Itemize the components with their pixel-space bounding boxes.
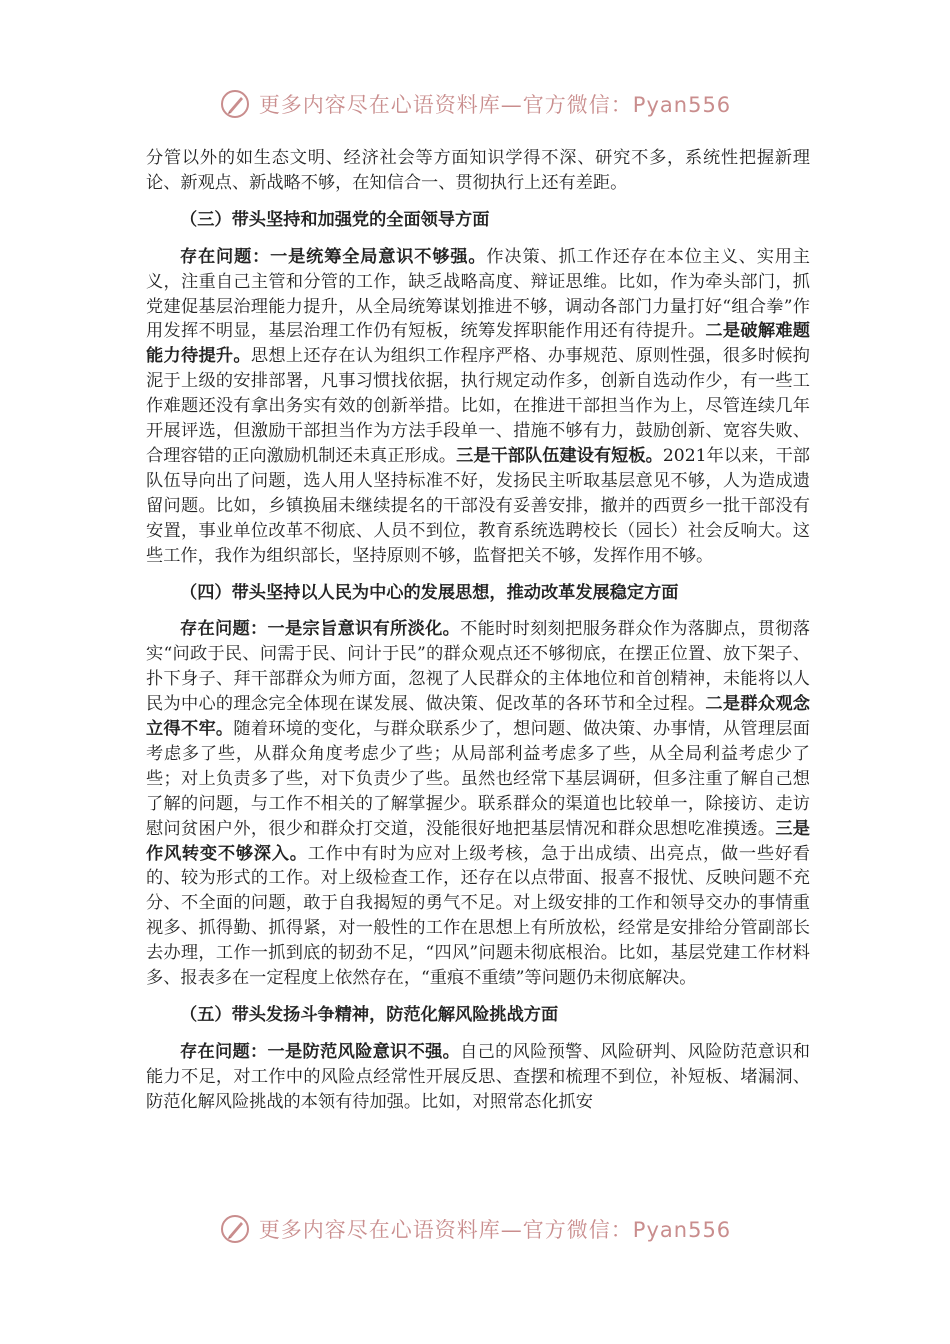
watermark-text: 更多内容尽在心语资料库—官方微信：Pyan556 (258, 1218, 732, 1242)
section-4-paragraph: 存在问题：一是宗旨意识有所淡化。不能时时刻刻把服务群众作为落脚点，贯彻落实“问政于民、问需于民、问计于民”的群众观点还不够彻底，在摆正位置、放下架子、扑下身子、拜干部群众为师方面，忽视了人民群众的主体地位和首创精神，未能将以人民为中心的理念完全体现在谋发展、做决策、促改革的各环节和全过程。二是群众观念立得不牢。随着环境的变化，与群众联系少了，想问题、做决策、办事情，从管理层面考虑多了些，从群众角度考虑少了些；从局部利益考虑多了些，从全局利益考虑少了些；对上负责多了些，对下负责少了些。虽然也经常下基层调研，但多注重了解自己想了解的问题，与工作不相关的了解掌握少。联系群众的渠道也比较单一，除接访、走访慰问贫困户外，很少和群众打交道，没能很好地把基层情况和群众思想吃准摸透。三是作风转变不够深入。工作中有时为应对上级考核，急于出成绩、出亮点，做一些好看的、较为形式的工作。对上级检查工作，还存在以点带面、报喜不报忧、反映问题不充分、不全面的问题，敢于自我揭短的勇气不足。对上级安排的工作和领导交办的事情重视多、抓得勤、抓得紧，对一般性的工作在思想上有所放松，经常是安排给分管副部长去办理，工作一抓到底的韧劲不足，“四风”问题未彻底根治。比如，基层党建工作材料多、报表多在一定程度上依然存在，“重痕不重绩”等问题仍未彻底解决。 (146, 619, 810, 989)
watermark-text: 更多内容尽在心语资料库—官方微信：Pyan556 (258, 93, 732, 117)
watermark-bottom (0, 1213, 950, 1249)
section-heading-3: （三）带头坚持和加强党的全面领导方面 (180, 209, 490, 230)
watermark-top (0, 88, 950, 124)
section-heading-5: （五）带头发扬斗争精神，防范化解风险挑战方面 (180, 1005, 559, 1025)
pen-logo-icon (219, 88, 251, 120)
paragraph-continuation: 分管以外的如生态文明、经济社会等方面知识学得不深、研究不多，系统性把握新理论、新观点、新战略不够，在知信合一、贯彻执行上还有差距。 (146, 148, 810, 193)
document-body (146, 146, 810, 1115)
pen-logo-icon (219, 1213, 251, 1245)
section-heading-4: （四）带头坚持以人民为中心的发展思想，推动改革发展稳定方面 (180, 582, 679, 603)
section-3-paragraph: 存在问题：一是统筹全局意识不够强。作决策、抓工作还存在本位主义、实用主义，注重自己主管和分管的工作，缺乏战略高度、辩证思维。比如，作为牵头部门，抓党建促基层治理能力提升，从全局统筹谋划推进不够，调动各部门力量打好“组合拳”作用发挥不明显，基层治理工作仍有短板，统筹发挥职能作用还有待提升。二是破解难题能力待提升。思想上还存在认为组织工作程序严格、办事规范、原则性强，很多时候拘泥于上级的安排部署，凡事习惯找依据，执行规定动作多，创新自选动作少，有一些工作难题还没有拿出务实有效的创新举措。比如，在推进干部担当作为上，尽管连续几年开展评选，但激励干部担当作为方法手段单一、措施不够有力，鼓励创新、宽容失败、合理容错的正向激励机制还未真正形成。三是干部队伍建设有短板。2021年以来，干部队伍导向出了问题，选人用人坚持标准不好，发扬民主听取基层意见不够，人为造成遗留问题。比如，乡镇换届未继续提名的干部没有妥善安排，撤并的西贾乡一批干部没有安置，事业单位改革不彻底、人员不到位，教育系统选聘校长（园长）社会反响大。这些工作，我作为组织部长，坚持原则不够，监督把关不够，发挥作用不够。 (146, 246, 810, 566)
section-5-paragraph: 存在问题：一是防范风险意识不强。自己的风险预警、风险研判、风险防范意识和能力不足，对工作中的风险点经常性开展反思、查摆和梳理不到位，补短板、堵漏洞、防范化解风险挑战的本领有待加强。比如，对照常态化抓安 (146, 1041, 810, 1112)
